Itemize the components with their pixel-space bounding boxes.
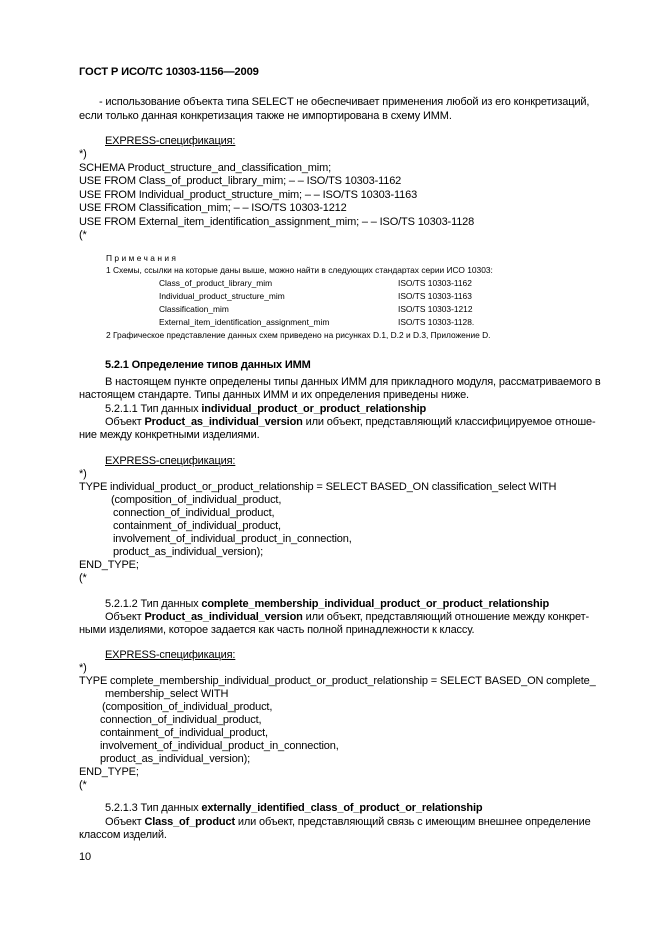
- code-line: TYPE individual_product_or_product_relationship = SELECT BASED_ON classification_select WITH: [79, 481, 557, 493]
- type-name: individual_product_or_product_relationship: [201, 403, 427, 415]
- subsection-prefix: 5.2.1.2 Тип данных: [105, 598, 202, 610]
- express-spec-label: EXPRESS-спецификация:: [105, 649, 236, 661]
- note-1: 1 Схемы, ссылки на которые даны выше, можно найти в следующих стандартах серии ИСО 10303:: [106, 265, 493, 275]
- intro-line-1: - использование объекта типа SELECT не обеспечивает применения любой из его конкретизаций,: [99, 96, 590, 108]
- code-line: *): [79, 468, 87, 480]
- code-line: (*: [79, 779, 87, 791]
- code-line: *): [79, 662, 87, 674]
- type-name: externally_identified_class_of_product_or_relationship: [201, 802, 483, 814]
- code-line: END_TYPE;: [79, 559, 139, 571]
- document-header: ГОСТ Р ИСО/ТС 10303-1156—2009: [79, 66, 259, 78]
- code-line: containment_of_individual_product,: [100, 727, 268, 739]
- subsection-heading-5-2-1-3: [105, 802, 482, 815]
- express-spec-label: EXPRESS-спецификация:: [105, 455, 236, 467]
- note-2: 2 Графическое представление данных схем приведено на рисунках D.1, D.2 и D.3, Приложение D.: [106, 330, 491, 340]
- object-name: Product_as_individual_version: [144, 611, 303, 623]
- notes-table-schema: Class_of_product_library_mim: [159, 278, 273, 288]
- page-number: 10: [79, 851, 91, 863]
- object-rest: или объект, представляющий отношение между конкрет-: [302, 611, 590, 623]
- code-line: USE FROM External_item_identification_assignment_mim; – – ISO/TS 10303-1128: [79, 216, 475, 228]
- code-line: involvement_of_individual_product_in_connection,: [100, 740, 339, 752]
- notes-table-schema: Individual_product_structure_mim: [159, 291, 285, 301]
- code-line: USE FROM Class_of_product_library_mim; – – ISO/TS 10303-1162: [79, 175, 402, 187]
- object-description-line-2: классом изделий.: [79, 829, 167, 841]
- code-line: SCHEMA Product_structure_and_classification_mim;: [79, 162, 332, 174]
- code-line: product_as_individual_version);: [100, 753, 251, 765]
- object-description-line: [105, 611, 589, 624]
- section-heading: 5.2.1 Определение типов данных ИММ: [105, 359, 311, 371]
- object-description-line: [105, 816, 591, 829]
- object-rest: или объект, представляющий связь с имеющим внешнее определение: [234, 816, 591, 828]
- notes-heading: Примечания: [106, 253, 179, 263]
- code-line: involvement_of_individual_product_in_connection,: [113, 533, 352, 545]
- subsection-prefix: 5.2.1.1 Тип данных: [105, 403, 202, 415]
- object-prefix: Объект: [105, 611, 145, 623]
- intro-line-2: если только данная конкретизация также не импортирована в схему ИММ.: [79, 110, 452, 122]
- object-name: Class_of_product: [144, 816, 235, 828]
- object-description-line-2: ние между конкретными изделиями.: [79, 429, 260, 441]
- object-name: Product_as_individual_version: [144, 416, 303, 428]
- code-line: (composition_of_individual_product,: [102, 701, 273, 713]
- section-paragraph-line: настоящем стандарте. Типы данных ИММ и их определения приведены ниже.: [79, 389, 469, 401]
- notes-table-std: ISO/TS 10303-1163: [398, 291, 472, 301]
- notes-table-std: ISO/TS 10303-1128.: [398, 317, 475, 327]
- object-description-line-2: ными изделиями, которое задается как часть полной принадлежности к классу.: [79, 624, 475, 636]
- code-line: TYPE complete_membership_individual_product_or_product_relationship = SELECT BASED_ON complete_: [79, 675, 596, 687]
- code-line: *): [79, 148, 87, 160]
- code-line: USE FROM Classification_mim; – – ISO/TS 10303-1212: [79, 202, 347, 214]
- notes-table-std: ISO/TS 10303-1212: [398, 304, 473, 314]
- express-spec-label: EXPRESS-спецификация:: [105, 135, 236, 147]
- code-line: END_TYPE;: [79, 766, 139, 778]
- code-line: product_as_individual_version);: [113, 546, 264, 558]
- object-description-line: [105, 416, 596, 429]
- code-line: connection_of_individual_product,: [100, 714, 262, 726]
- object-rest: или объект, представляющий классифицируемое отноше-: [302, 416, 596, 428]
- notes-table-schema: Classification_mim: [159, 304, 229, 314]
- code-line: containment_of_individual_product,: [113, 520, 281, 532]
- object-prefix: Объект: [105, 816, 145, 828]
- notes-table-std: ISO/TS 10303-1162: [398, 278, 472, 288]
- object-prefix: Объект: [105, 416, 145, 428]
- code-line: (*: [79, 229, 87, 241]
- code-line: (*: [79, 572, 87, 584]
- code-line: USE FROM Individual_product_structure_mim; – – ISO/TS 10303-1163: [79, 189, 418, 201]
- code-line: (composition_of_individual_product,: [111, 494, 282, 506]
- subsection-heading-5-2-1-2: [105, 598, 549, 611]
- subsection-heading-5-2-1-1: [105, 403, 426, 416]
- subsection-prefix: 5.2.1.3 Тип данных: [105, 802, 202, 814]
- section-paragraph-line: В настоящем пункте определены типы данных ИММ для прикладного модуля, рассматриваемого в: [105, 376, 601, 388]
- code-line: connection_of_individual_product,: [113, 507, 275, 519]
- notes-table-schema: External_item_identification_assignment_mim: [159, 317, 330, 327]
- code-line: membership_select WITH: [105, 688, 229, 700]
- type-name: complete_membership_individual_product_or_product_relationship: [201, 598, 550, 610]
